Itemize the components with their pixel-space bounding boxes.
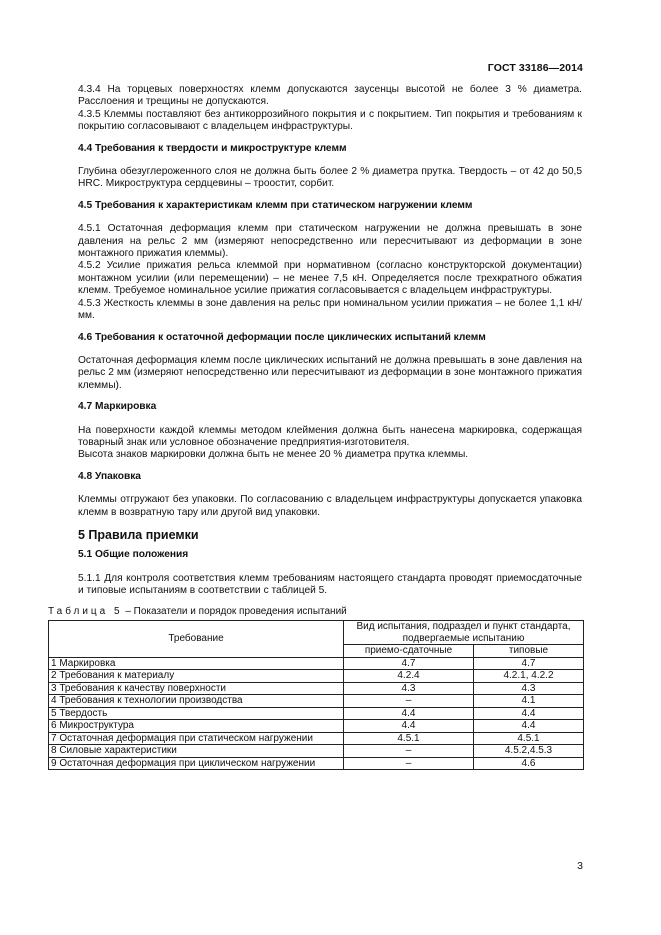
cell-requirement: 7 Остаточная деформация при статическом нагружении (49, 732, 344, 745)
table-row (49, 657, 584, 670)
cell-type-tests: 4.7 (474, 657, 584, 670)
cell-requirement: 4 Требования к технологии производства (49, 695, 344, 708)
cell-type-tests: 4.6 (474, 757, 584, 770)
cell-requirement: 3 Требования к качеству поверхности (49, 682, 344, 695)
cell-acceptance: 4.7 (344, 657, 474, 670)
table-row (49, 670, 584, 683)
cell-type-tests: 4.4 (474, 707, 584, 720)
cell-type-tests: 4.5.2,4.5.3 (474, 745, 584, 758)
paragraph-4-5-1: 4.5.1 Остаточная деформация клемм при статическом нагружении не должна превышать в зоне давления на рельс 2 мм (измеряют непосредственно или пересчитывают из деформации в зоне монтажного прижатия клеммы). (78, 223, 582, 260)
heading-5-1: 5.1 Общие положения (78, 549, 189, 561)
paragraph-4-3-4: 4.3.4 На торцевых поверхностях клемм допускаются заусенцы высотой не более 3 % диаметра. Расслоения и трещины не допускаются. (78, 84, 582, 108)
cell-requirement: 8 Силовые характеристики (49, 745, 344, 758)
cell-acceptance: 4.3 (344, 682, 474, 695)
page-content (48, 84, 582, 770)
paragraph-4-7-2: Высота знаков маркировки должна быть не менее 20 % диаметра прутка клеммы. (78, 449, 469, 461)
cell-acceptance: – (344, 695, 474, 708)
cell-requirement: 5 Твердость (49, 707, 344, 720)
table-row (49, 695, 584, 708)
cell-acceptance: 4.4 (344, 720, 474, 733)
cell-type-tests: 4.2.1, 4.2.2 (474, 670, 584, 683)
cell-requirement: 2 Требования к материалу (49, 670, 344, 683)
paragraph-4-5-2: 4.5.2 Усилие прижатия рельса клеммой при нормативном (согласно конструкторской документации) монтажном усилии (или перемещении) – не менее 7,5 кН. Определяется после трехкратного обжатия клемм. Требуемое номинальное усилие прижатия согласовывается с владельцем инфраструктуры. (78, 260, 582, 297)
paragraph-4-3-5: 4.3.5 Клеммы поставляют без антикоррозийного покрытия и с покрытием. Тип покрытия и требованиям к покрытию согласовывают с владельцем инфраструктуры. (78, 108, 582, 133)
cell-type-tests: 4.4 (474, 720, 584, 733)
cell-acceptance: – (344, 757, 474, 770)
cell-requirement: 6 Микроструктура (49, 720, 344, 733)
heading-4-8: 4.8 Упаковка (78, 470, 141, 482)
table-5 (48, 620, 584, 770)
paragraph-4-4: Глубина обезуглероженного слоя не должна быть более 2 % диаметра прутка. Твердость – от 42 до 50,5 HRC. Микроструктура сердцевины – троостит, сорбит. (78, 166, 582, 190)
paragraph-4-8: Клеммы отгружают без упаковки. По согласованию с владельцем инфраструктуры допускается упаковка клемм в возвратную тару или другой вид упаковки. (78, 494, 582, 518)
page-number: 3 (577, 860, 583, 872)
cell-type-tests: 4.1 (474, 695, 584, 708)
table-row (49, 745, 584, 758)
cell-acceptance: – (344, 745, 474, 758)
cell-type-tests: 4.3 (474, 682, 584, 695)
cell-type-tests: 4.5.1 (474, 732, 584, 745)
paragraph-5-1-1: 5.1.1 Для контроля соответствия клемм требованиям настоящего стандарта проводят приемосдаточные и типовые испытаниям в соответствии с таблицей 5. (78, 572, 582, 597)
col-test-type-group: Вид испытания, подраздел и пункт стандарта, подвергаемые испытанию (344, 621, 584, 645)
cell-acceptance: 4.2.4 (344, 670, 474, 683)
standard-number: ГОСТ 33186—2014 (487, 62, 583, 74)
cell-acceptance: 4.4 (344, 707, 474, 720)
table-caption (48, 606, 582, 618)
paragraph-4-7-1: На поверхности каждой клеммы методом клеймения должна быть нанесена маркировка, содержащая товарный знак или условное обозначение предприятия-изготовителя. (78, 424, 582, 448)
table-caption-text: – Показатели и порядок проведения испытаний (122, 605, 347, 617)
heading-4-5: 4.5 Требования к характеристикам клемм при статическом нагружении клемм (78, 199, 473, 211)
col-type-tests: типовые (474, 645, 584, 658)
table-caption-label: Таблица 5 (48, 605, 123, 617)
table-row (49, 707, 584, 720)
table-row (49, 682, 584, 695)
paragraph-4-5-3: 4.5.3 Жесткость клеммы в зоне давления на рельс при номинальном усилии прижатия – не более 1,1 кН/мм. (78, 297, 582, 322)
col-requirement: Требование (49, 621, 344, 658)
table-body (49, 657, 584, 770)
col-acceptance: приемо-сдаточные (344, 645, 474, 658)
heading-4-7: 4.7 Маркировка (78, 401, 157, 413)
heading-4-4: 4.4 Требования к твердости и микроструктуре клемм (78, 142, 347, 154)
table-row (49, 757, 584, 770)
cell-acceptance: 4.5.1 (344, 732, 474, 745)
cell-requirement: 1 Маркировка (49, 657, 344, 670)
table-row (49, 732, 584, 745)
heading-5: 5 Правила приемки (78, 527, 199, 542)
cell-requirement: 9 Остаточная деформация при циклическом нагружении (49, 757, 344, 770)
heading-4-6: 4.6 Требования к остаточной деформации после циклических испытаний клемм (78, 331, 486, 343)
paragraph-4-6: Остаточная деформация клемм после циклических испытаний не должна превышать в зоне давления на рельс 2 мм (измеряют непосредственно или пересчитывают из деформации в зоне монтажного прижатия клеммы). (78, 354, 582, 391)
table-row (49, 720, 584, 733)
